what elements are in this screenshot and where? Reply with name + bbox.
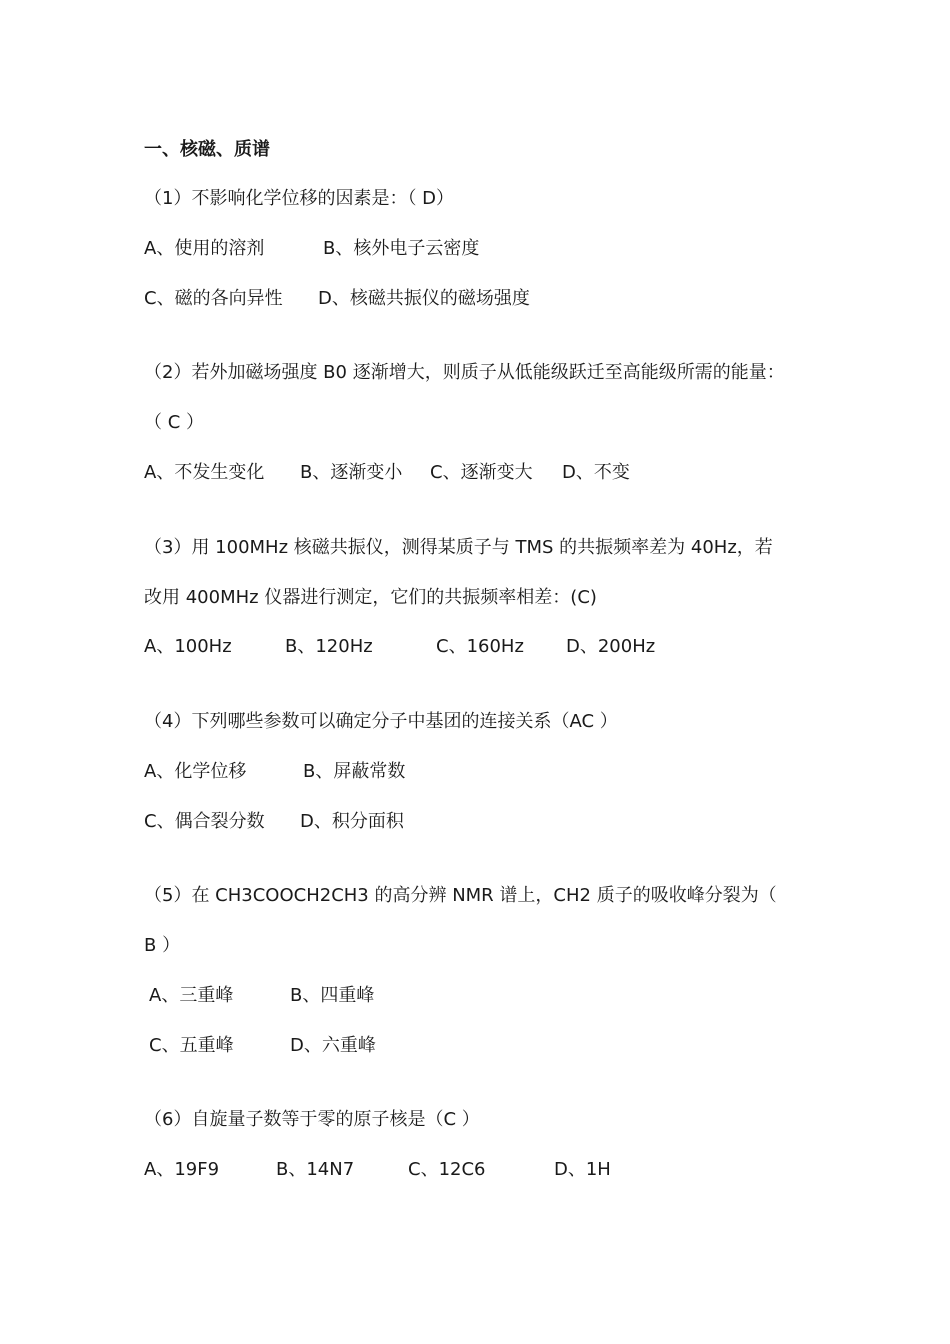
- question-6-option-b: B、14N7: [276, 1159, 355, 1180]
- question-1-option-b: B、核外电子云密度: [323, 238, 480, 259]
- question-3-option-d: D、200Hz: [566, 636, 656, 657]
- question-6-option-d: D、1H: [554, 1159, 611, 1180]
- question-3-option-a: A、100Hz: [144, 636, 232, 657]
- question-4-option-b: B、屏蔽常数: [303, 761, 406, 782]
- question-1-option-d: D、核磁共振仪的磁场强度: [318, 288, 530, 309]
- question-2-option-d: D、不变: [562, 462, 630, 483]
- question-1-option-a: A、使用的溶剂: [144, 238, 265, 259]
- question-6-option-c: C、12C6: [408, 1159, 486, 1180]
- question-3-option-c: C、160Hz: [436, 636, 524, 657]
- question-5-option-b: B、四重峰: [290, 985, 375, 1006]
- question-2-stem: （2）若外加磁场强度 B0 逐渐增大，则质子从低能级跃迁至高能级所需的能量：: [144, 362, 785, 383]
- question-4-option-c: C、偶合裂分数: [144, 811, 265, 832]
- question-3-stem-cont: 改用 400MHz 仪器进行测定，它们的共振频率相差：(C): [144, 587, 597, 608]
- question-1-option-c: C、磁的各向异性: [144, 288, 283, 309]
- question-5-answer: B ）: [144, 935, 181, 956]
- question-4-stem: （4）下列哪些参数可以确定分子中基团的连接关系（AC ）: [144, 711, 618, 732]
- question-2-option-a: A、不发生变化: [144, 462, 265, 483]
- question-2-option-c: C、逐渐变大: [430, 462, 533, 483]
- question-2-answer: （ C ）: [144, 412, 205, 433]
- question-5-option-d: D、六重峰: [290, 1035, 376, 1056]
- question-2-option-b: B、逐渐变小: [300, 462, 403, 483]
- question-3-option-b: B、120Hz: [285, 636, 373, 657]
- question-3-stem: （3）用 100MHz 核磁共振仪，测得某质子与 TMS 的共振频率差为 40Hz，若: [144, 537, 773, 558]
- question-4-option-d: D、积分面积: [300, 811, 404, 832]
- question-5-option-a: A、三重峰: [149, 985, 234, 1006]
- question-4-option-a: A、化学位移: [144, 761, 247, 782]
- section-title: 一、核磁、质谱: [144, 139, 270, 160]
- question-6-option-a: A、19F9: [144, 1159, 220, 1180]
- question-5-option-c: C、五重峰: [149, 1035, 234, 1056]
- question-1-stem: （1）不影响化学位移的因素是：（ D）: [144, 188, 455, 209]
- question-5-stem: （5）在 CH3COOCH2CH3 的高分辨 NMR 谱上，CH2 质子的吸收峰分裂为（: [144, 885, 777, 906]
- question-6-stem: （6）自旋量子数等于零的原子核是（C ）: [144, 1109, 480, 1130]
